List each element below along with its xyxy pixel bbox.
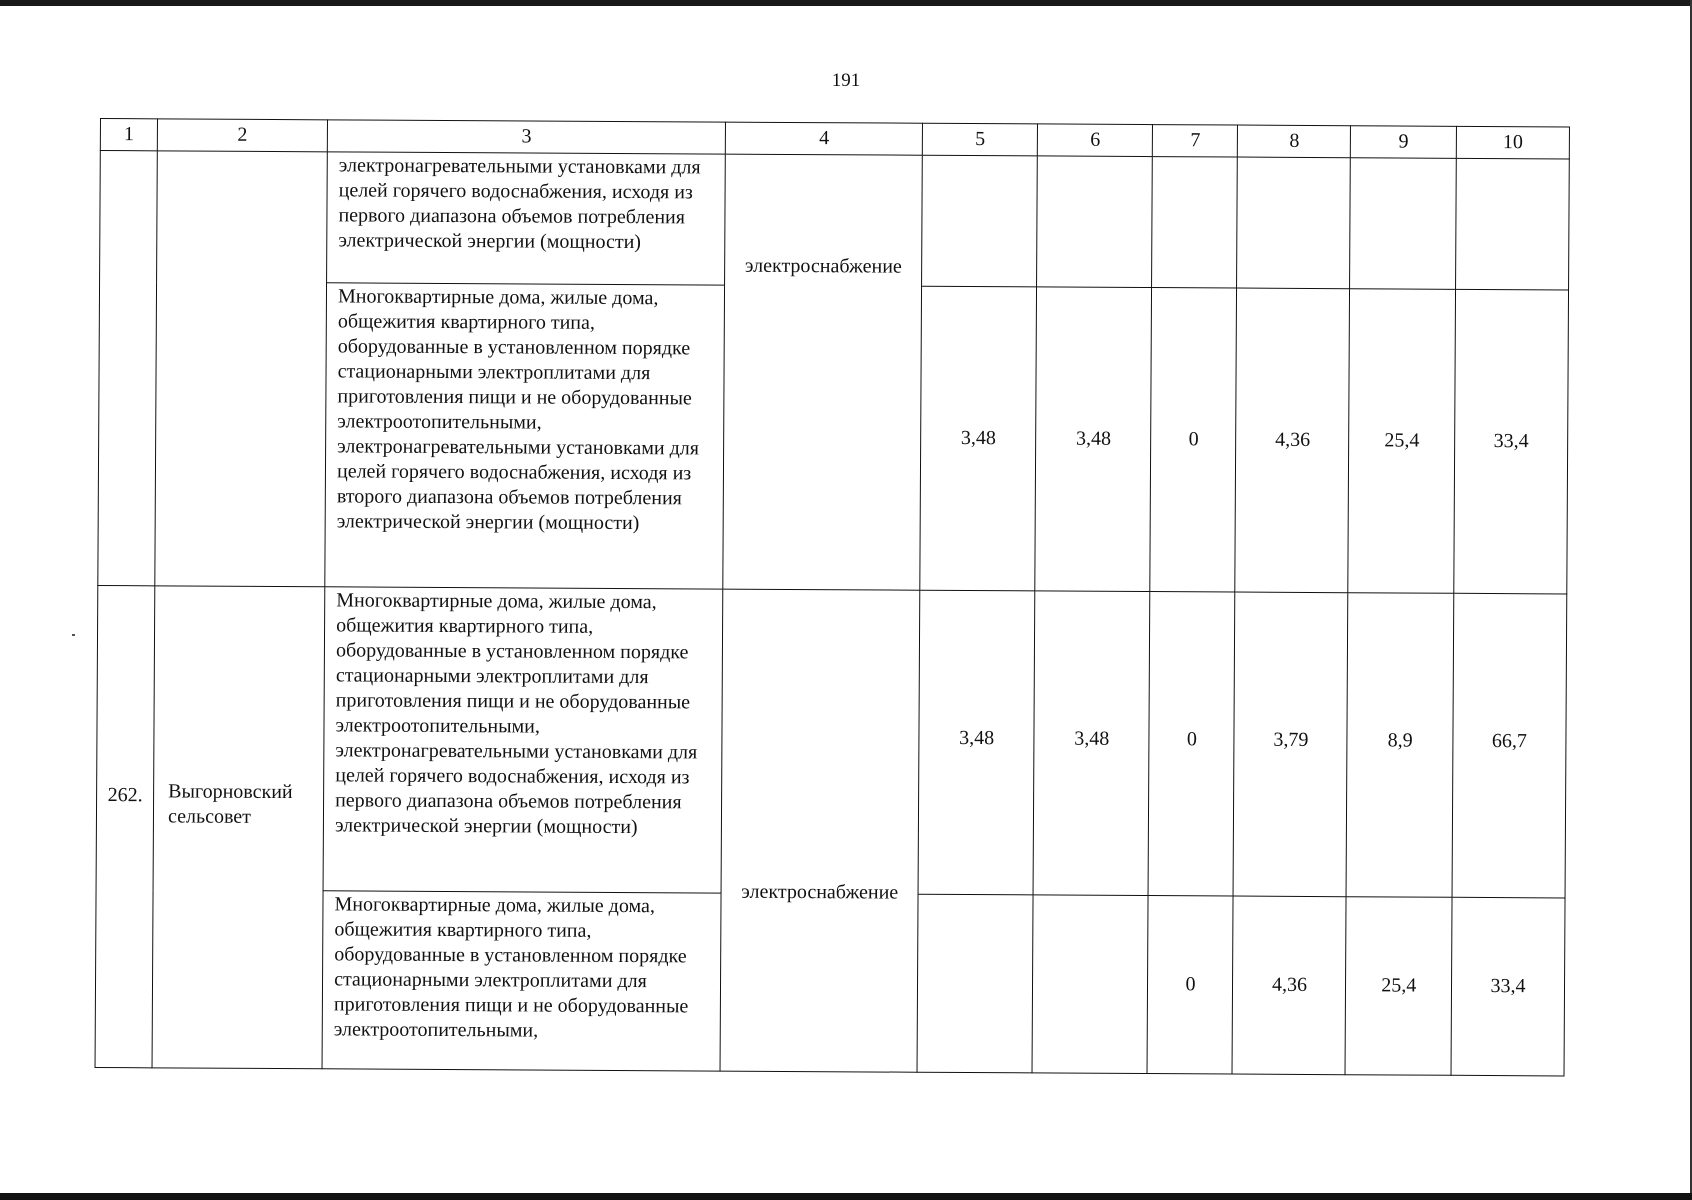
value-cell (922, 155, 1038, 287)
column-number: 9 (1351, 126, 1457, 159)
row-number-cell (98, 151, 158, 586)
column-number: 6 (1038, 124, 1153, 157)
row-number-cell (95, 585, 155, 1067)
value-cell (917, 894, 1033, 1073)
page-number: 191 (831, 70, 861, 91)
column-number: 8 (1238, 125, 1351, 158)
municipality-cell (152, 586, 325, 1069)
value-cell (1032, 895, 1148, 1074)
value-cell (1037, 156, 1153, 288)
value-cell: 66,7 (1452, 593, 1567, 898)
value-cell: 0 (1147, 896, 1233, 1074)
value-cell: 25,4 (1348, 289, 1455, 594)
tariff-table (95, 118, 1570, 1076)
value-cell: 25,4 (1345, 897, 1451, 1076)
consumer-category-cell: Многоквартирные дома, жилые дома, общежития квартирного типа, оборудованные в установленном порядке стационарными электроплитами для приготовления пищи и не оборудованные электроотопительными, электронагревательными установками для целей горячего водоснабжения, исходя из первого диапазона объемов потребления электрической энергии (мощности) (323, 587, 723, 893)
consumer-category-cell: электронагревательными установками для целей горячего водоснабжения, исходя из первого диапазона объемов потребления электрической энергии (мощности) (327, 152, 726, 285)
column-number: 7 (1153, 125, 1238, 157)
service-cell (720, 589, 920, 1072)
service-label: электроснабжение (741, 880, 899, 904)
value-cell: 3,48 (1033, 591, 1150, 896)
value-cell: 3,48 (920, 286, 1037, 591)
value-cell: 3,48 (1035, 287, 1152, 592)
scan-speck (72, 634, 75, 636)
table-row (100, 151, 1570, 290)
scan-border-top (0, 0, 1692, 6)
value-cell: 4,36 (1235, 288, 1350, 593)
value-cell: 0 (1150, 288, 1237, 592)
value-cell (1237, 157, 1351, 289)
municipality-name: Выгорновский сельсовет (167, 779, 293, 828)
value-cell: 3,79 (1234, 592, 1349, 897)
service-label: электроснабжение (744, 254, 902, 278)
value-cell: 0 (1149, 592, 1236, 896)
scan-border-bottom (0, 1193, 1692, 1200)
value-cell (1350, 158, 1456, 290)
value-cell: 33,4 (1454, 289, 1569, 594)
consumer-category-cell: Многоквартирные дома, жилые дома, общежития квартирного типа, оборудованные в установленном порядке стационарными электроплитами для приготовления пищи и не оборудованные электроотопительными, (322, 891, 721, 1071)
value-cell: 4,36 (1232, 896, 1346, 1075)
row-number: 262. (107, 783, 143, 806)
column-number: 3 (327, 120, 725, 154)
column-number: 10 (1456, 126, 1569, 159)
table-row (96, 585, 1567, 897)
column-number: 2 (157, 119, 327, 152)
value-cell (1152, 157, 1238, 288)
service-cell (723, 154, 922, 590)
value-cell: 33,4 (1451, 897, 1565, 1076)
value-cell (1455, 158, 1569, 290)
column-number: 5 (922, 123, 1037, 156)
column-number: 4 (726, 122, 923, 155)
consumer-category-cell: Многоквартирные дома, жилые дома, общежития квартирного типа, оборудованные в установленном порядке стационарными электроплитами для приготовления пищи и не оборудованные электроотопительными, электронагревательными установками для целей горячего водоснабжения, исходя из второго диапазона объемов потребления электрической энергии (мощности) (325, 283, 725, 589)
municipality-cell (155, 151, 328, 587)
value-cell: 8,9 (1347, 593, 1454, 898)
value-cell: 3,48 (918, 590, 1035, 895)
column-number: 1 (100, 119, 157, 151)
